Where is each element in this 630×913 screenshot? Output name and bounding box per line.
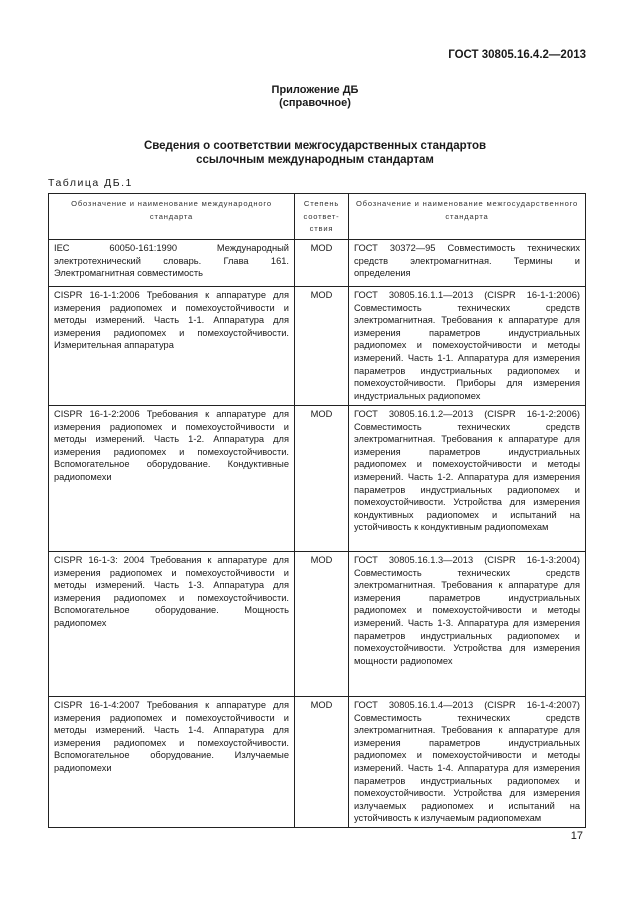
page-title — [0, 139, 630, 167]
degree-cell: MOD — [295, 406, 349, 552]
degree-cell: MOD — [295, 240, 349, 287]
header-international-standard: Обозначение и наименование международного стандарта — [49, 194, 295, 240]
international-standard-cell: CISPR 16-1-3: 2004 Требования к аппаратуре для измерения радиопомех и помехоустойчивости и методы измерений. Часть 1-3. Аппаратура для измерения радиопомех и помехоустойчивости. Вспомогательное оборудование. Мощность радиопомех — [49, 552, 295, 697]
table-header-row — [49, 194, 586, 240]
standards-table — [48, 193, 586, 828]
table-row — [49, 406, 586, 552]
international-standard-cell: CISPR 16-1-4:2007 Требования к аппаратуре для измерения радиопомех и помехоустойчивости и методы измерений. Часть 1-4. Аппаратура для измерения радиопомех и помехоустойчивости. Вспомогательное оборудование. Излучаемые радиопомехи — [49, 697, 295, 828]
table-row — [49, 552, 586, 697]
interstate-standard-cell: ГОСТ 30805.16.1.3—2013 (CISPR 16-1-3:2004) Совместимость технических средств электромагнитная. Требования к аппаратуре для измерения параметров индустриальных радиопомех и помехоустойчивости и методы измерений. Часть 1-3. Аппаратура для измерения параметров индустриальных радиопомех и помехоустойчивости. Устройства для измерения мощности радиопомех — [349, 552, 586, 697]
table-row — [49, 240, 586, 287]
degree-cell: MOD — [295, 552, 349, 697]
annex-heading — [0, 84, 630, 110]
header-degree: Степень соответ-ствия — [295, 194, 349, 240]
degree-cell: MOD — [295, 287, 349, 406]
page-title-line2: ссылочным международным стандартам — [196, 154, 434, 166]
interstate-standard-cell: ГОСТ 30372—95 Совместимость технических средств электромагнитная. Термины и определения — [349, 240, 586, 287]
table-row — [49, 697, 586, 828]
page-number: 17 — [570, 830, 583, 842]
table-label: Таблица ДБ.1 — [48, 177, 133, 189]
annex-subtitle: (справочное) — [279, 97, 351, 109]
interstate-standard-cell: ГОСТ 30805.16.1.4—2013 (CISPR 16-1-4:2007) Совместимость технических средств электромагнитная. Требования к аппаратуре для измерения параметров индустриальных радиопомех и помехоустойчивости и методы измерений. Часть 1-4. Аппаратура для измерения параметров индустриальных радиопомех и помехоустойчивости. Устройства для измерения излучаемых радиопомех и испытаний на устойчивость к излучаемым радиопомехам — [349, 697, 586, 828]
international-standard-cell: CISPR 16-1-1:2006 Требования к аппаратуре для измерения радиопомех и помехоустойчивости и методы измерений. Часть 1-1. Аппаратура для измерения радиопомех и помехоустойчивости. Измерительная аппаратура — [49, 287, 295, 406]
page-title-line1: Сведения о соответствии межгосударственных стандартов — [143, 140, 487, 152]
international-standard-cell: CISPR 16-1-2:2006 Требования к аппаратуре для измерения радиопомех и помехоустойчивости и методы измерений. Часть 1-2. Аппаратура для измерения радиопомех и помехоустойчивости. Вспомогательное оборудование. Кондуктивные радиопомехи — [49, 406, 295, 552]
international-standard-cell: IEC 60050-161:1990 Международный электротехнический словарь. Глава 161. Электромагнитная совместимость — [49, 240, 295, 287]
interstate-standard-cell: ГОСТ 30805.16.1.1—2013 (CISPR 16-1-1:2006) Совместимость технических средств электромагнитная. Требования к аппаратуре для измерения параметров индустриальных радиопомех и помехоустойчивости и методы измерений. Часть 1-1. Аппаратура для измерения параметров индустриальных радиопомех и помехоустойчивости. Приборы для измерения индустриальных радиопомех — [349, 287, 586, 406]
header-interstate-standard: Обозначение и наименование межгосударственного стандарта — [349, 194, 586, 240]
degree-cell: MOD — [295, 697, 349, 828]
interstate-standard-cell: ГОСТ 30805.16.1.2—2013 (CISPR 16-1-2:2006) Совместимость технических средств электромагнитная. Требования к аппаратуре для измерения параметров индустриальных радиопомех и помехоустойчивости и методы измерений. Часть 1-2. Аппаратура для измерения параметров индустриальных радиопомех и помехоустойчивости. Устройства для измерения кондуктивных радиопомех и испытаний на устойчивость к кондуктивным радиопомехам — [349, 406, 586, 552]
table-row — [49, 287, 586, 406]
annex-title: Приложение ДБ — [271, 84, 359, 96]
document-code: ГОСТ 30805.16.4.2—2013 — [448, 49, 586, 61]
